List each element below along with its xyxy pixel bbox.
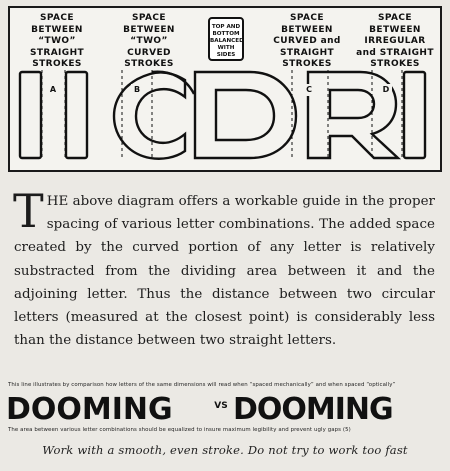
- label-curved-straight: SPACE BETWEEN CURVED and STRAIGHT STROKES: [273, 13, 341, 69]
- column-letter-b: B: [131, 84, 143, 96]
- column-letter-c: C: [303, 84, 315, 96]
- spacing-diagram: [8, 6, 442, 172]
- letter-d-outline: [195, 72, 296, 158]
- footer-instruction: Work with a smooth, even stroke. Do not try to work too fast: [42, 443, 408, 457]
- spacing-guides: [42, 70, 402, 160]
- label-curved-strokes: SPACE BETWEEN “TWO” CURVED STROKES: [123, 13, 175, 69]
- demo-caption-top: This line illustrates by comparison how letters of the same dimensions will read when “spaced mechanically” and when spaced “optically”: [8, 382, 396, 388]
- letter-c-outline: [114, 72, 185, 158]
- letter-i-outline: [20, 72, 41, 158]
- label-irregular-straight: SPACE BETWEEN IRREGULAR and STRAIGHT STROKES: [356, 13, 434, 69]
- balanced-badge: TOP AND BOTTOM BALANCED WITH SIDES: [208, 17, 244, 61]
- demo-word-mechanical: DOOMING: [6, 392, 173, 427]
- drop-cap: T: [13, 184, 44, 238]
- label-straight-strokes: SPACE BETWEEN “TWO” STRAIGHT STROKES: [29, 13, 85, 69]
- paragraph-text: HE above diagram offers a workable guide in the proper spacing of various letter combinations. The added space created by the curved portion of any letter is relatively substracted from the dividing area between it and the adjoining letter. Thus the distance between two circular letters (measured at the closest point) is considerably less than the distance between two straight letters.: [14, 194, 435, 349]
- demo-caption-bottom: The area between various letter combinations should be equalized to insure maximum legibility and prevent ugly gaps (5): [8, 427, 351, 433]
- letter-i-outline: [404, 72, 425, 158]
- letter-i-outline: [66, 72, 87, 158]
- body-paragraph: [13, 184, 435, 352]
- column-letter-d: D: [380, 84, 392, 96]
- demo-vs: VS: [214, 401, 228, 411]
- outlined-letters: [20, 72, 425, 159]
- column-letter-a: A: [47, 84, 59, 96]
- demo-word-optical: DOOMING: [233, 392, 393, 427]
